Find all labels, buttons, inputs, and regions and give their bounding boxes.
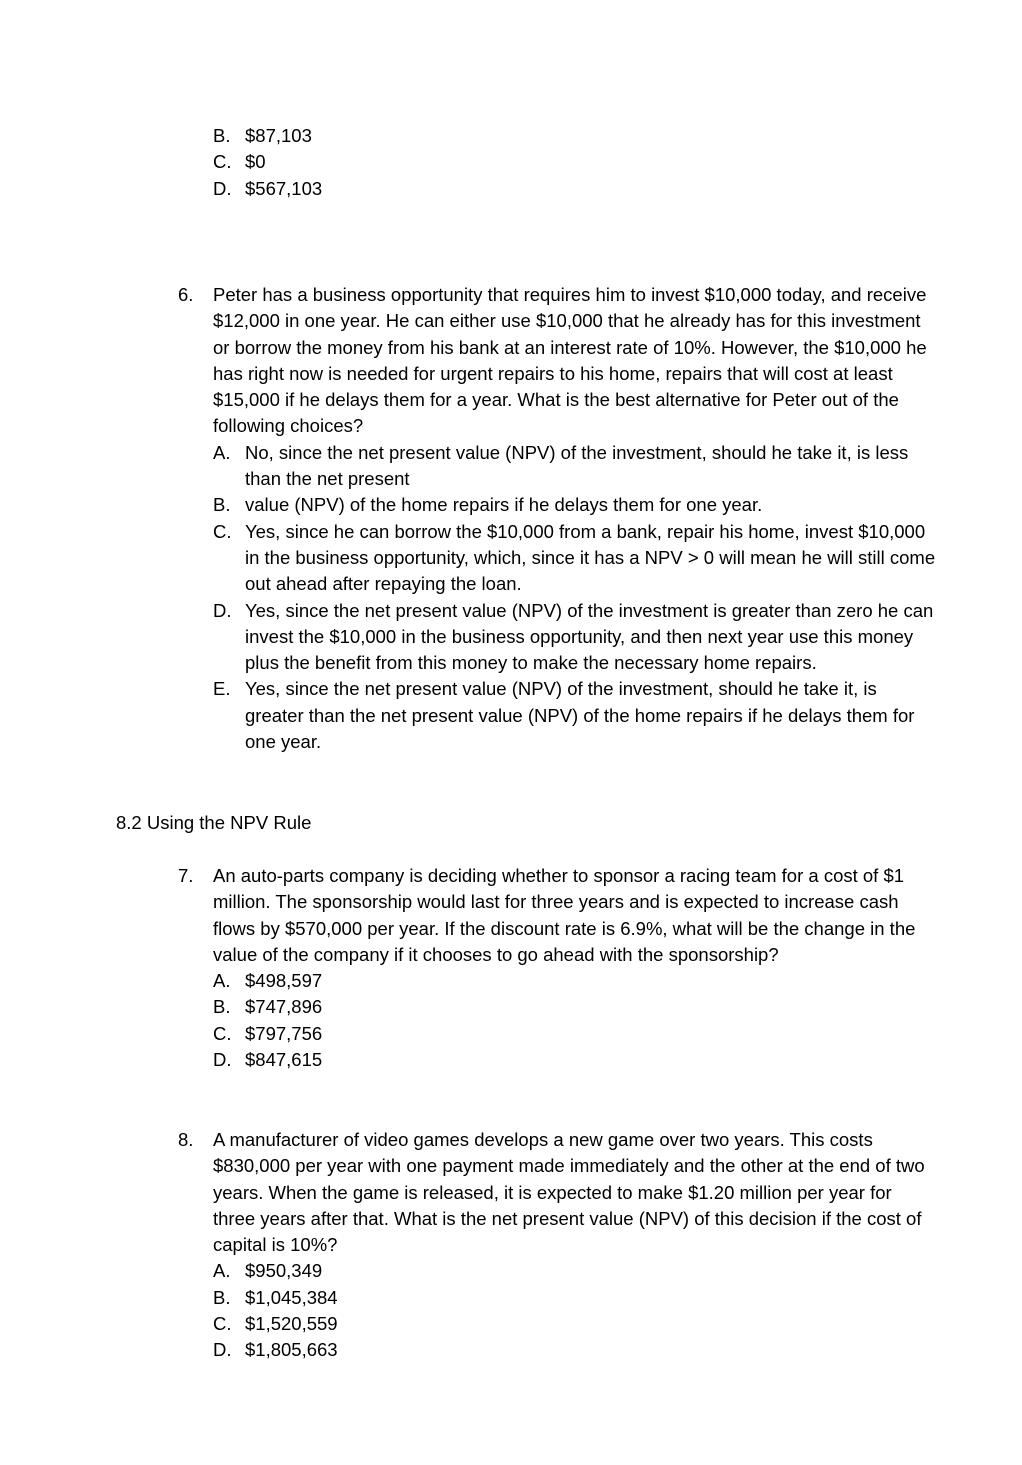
option-letter: A. bbox=[213, 1260, 231, 1282]
option-letter: A. bbox=[213, 970, 231, 992]
question-number: 7. bbox=[178, 865, 194, 886]
option-letter: C. bbox=[213, 151, 232, 173]
question-6 bbox=[178, 282, 938, 755]
option-text: $498,597 bbox=[245, 970, 323, 992]
option-letter: B. bbox=[213, 1286, 231, 1308]
option-text: No, since the net present value (NPV) of the investment, should he take it, is less than the net present bbox=[245, 441, 909, 490]
option-text: $567,103 bbox=[245, 177, 323, 199]
option-letter: C. bbox=[213, 520, 232, 542]
q7-options bbox=[213, 968, 938, 1073]
question-8 bbox=[178, 1127, 938, 1364]
question-number: 8. bbox=[178, 1129, 194, 1150]
option-letter: C. bbox=[213, 1022, 232, 1044]
q6-option-c bbox=[213, 519, 938, 598]
option-letter: B. bbox=[213, 125, 231, 146]
question-7 bbox=[178, 863, 938, 1073]
question-number: 6. bbox=[178, 284, 194, 305]
option-letter: B. bbox=[213, 494, 231, 516]
option-text: Yes, since he can borrow the $10,000 from a bank, repair his home, invest $10,000 in the business opportunity, which, since it has a NPV > 0 will mean he will still come out ahead after repaying the loan. bbox=[245, 520, 936, 595]
q6-options bbox=[213, 440, 938, 756]
q6-option-e bbox=[213, 676, 938, 755]
option-text: $87,103 bbox=[245, 125, 312, 146]
section-heading: 8.2 Using the NPV Rule bbox=[116, 812, 312, 833]
q5-option-d bbox=[213, 176, 613, 202]
question-text: Peter has a business opportunity that requires him to invest $10,000 today, and receive $12,000 in one year. He can either use $10,000 that he already has for this investment or borrow the money from his bank at an interest rate of 10%. However, the $10,000 he has right now is needed for urgent repairs to his home, repairs that will cost at least $15,000 if he delays them for a year. What is the best alternative for Peter out of the following choices? bbox=[213, 284, 927, 437]
q5-options bbox=[213, 123, 613, 202]
option-letter: C. bbox=[213, 1313, 232, 1335]
option-letter: B. bbox=[213, 996, 231, 1018]
option-text: Yes, since the net present value (NPV) of the investment is greater than zero he can invest the $10,000 in the business opportunity, and then next year use this money plus the benefit from this money to make the necessary home repairs. bbox=[245, 599, 934, 674]
option-letter: D. bbox=[213, 599, 232, 621]
option-letter: D. bbox=[213, 1339, 232, 1361]
option-text: $847,615 bbox=[245, 1049, 323, 1071]
option-text: $1,805,663 bbox=[245, 1339, 338, 1361]
q6-option-b bbox=[213, 492, 938, 518]
question-text: An auto-parts company is deciding whether to sponsor a racing team for a cost of $1 million. The sponsorship would last for three years and is expected to increase cash flows by $570,000 per year. If the discount rate is 6.9%, what will be the change in the value of the company if it chooses to go ahead with the sponsorship? bbox=[213, 865, 916, 965]
q7-option-a bbox=[213, 968, 938, 994]
option-text: $797,756 bbox=[245, 1022, 323, 1044]
option-letter: A. bbox=[213, 441, 231, 463]
option-letter: D. bbox=[213, 177, 232, 199]
q8-options bbox=[213, 1258, 938, 1363]
option-letter: D. bbox=[213, 1049, 232, 1071]
q8-option-a bbox=[213, 1258, 938, 1284]
q5-option-b bbox=[213, 123, 613, 149]
q5-option-c bbox=[213, 149, 613, 175]
q8-option-c bbox=[213, 1311, 938, 1337]
option-text: $0 bbox=[245, 151, 266, 173]
option-text: $950,349 bbox=[245, 1260, 323, 1282]
q7-option-c bbox=[213, 1021, 938, 1047]
question-text: A manufacturer of video games develops a new game over two years. This costs $830,000 per year with one payment made immediately and the other at the end of two years. When the game is released, it is expected to make $1.20 million per year for three years after that. What is the net present value (NPV) of this decision if the cost of capital is 10%? bbox=[213, 1129, 925, 1256]
option-text: Yes, since the net present value (NPV) of the investment, should he take it, is greater than the net present value (NPV) of the home repairs if he delays them for one year. bbox=[245, 678, 915, 753]
option-text: $1,520,559 bbox=[245, 1313, 338, 1335]
q6-option-a bbox=[213, 440, 938, 493]
q8-option-d bbox=[213, 1337, 938, 1363]
q7-option-b bbox=[213, 994, 938, 1020]
option-letter: E. bbox=[213, 678, 231, 700]
option-text: $1,045,384 bbox=[245, 1286, 338, 1308]
q8-option-b bbox=[213, 1285, 938, 1311]
q7-option-d bbox=[213, 1047, 938, 1073]
option-text: $747,896 bbox=[245, 996, 323, 1018]
q6-option-d bbox=[213, 598, 938, 677]
option-text: value (NPV) of the home repairs if he delays them for one year. bbox=[245, 494, 763, 516]
